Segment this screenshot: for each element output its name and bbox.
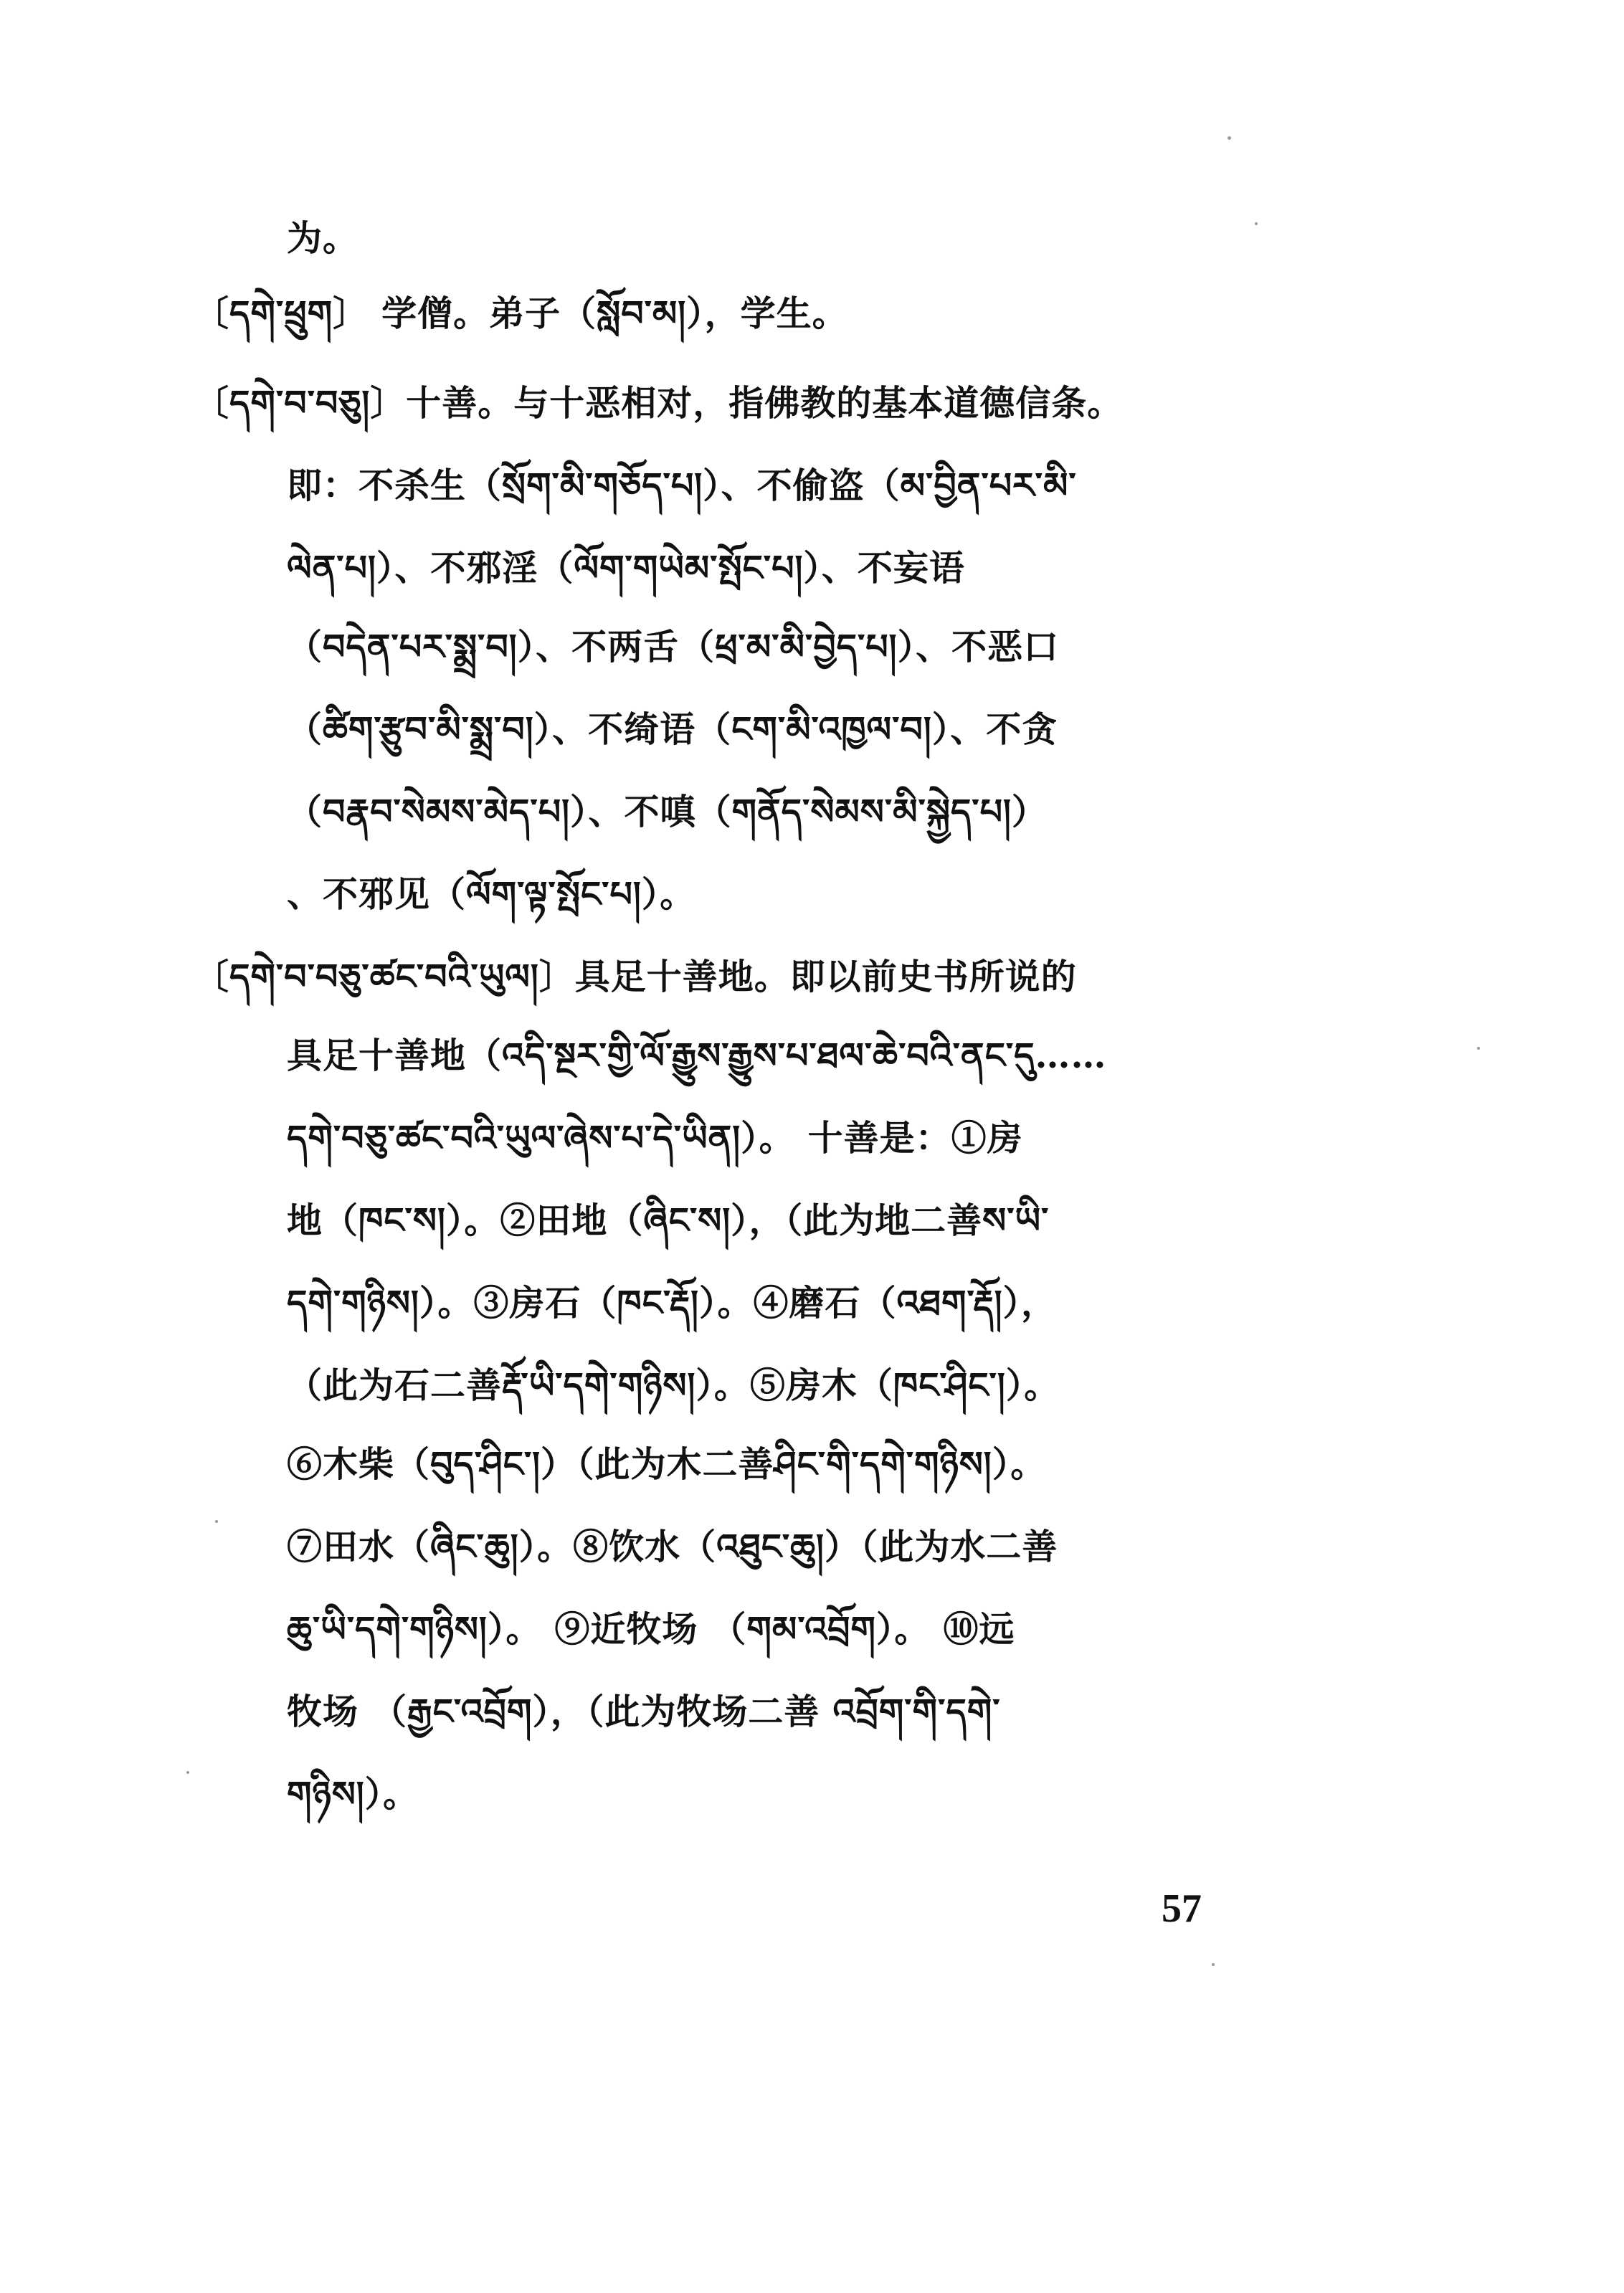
text-line: （བདེན་པར་སྨྲ་བ།）、不两舌（ཕྲ་མ་མི་བྱེད་པ།）、不恶口 bbox=[287, 626, 1060, 668]
scan-speck bbox=[1212, 1963, 1215, 1966]
text-line: （ཚིག་རྩུབ་མི་སྨྲ་བ།）、不绮语（ངག་མི་འཁྱལ་བ།）、不贪 bbox=[287, 708, 1058, 750]
text-line: 即：不杀生（སྲོག་མི་གཅོད་པ།）、不偷盗（མ་བྱིན་པར་མི་ bbox=[287, 465, 1077, 506]
text-line: ⑦田水（ཞིང་ཆུ།）。⑧饮水（འཐུང་ཆུ།）（此为水二善 bbox=[287, 1526, 1058, 1567]
text-line: ⑥木柴（བུད་ཤིང་།）（此为木二善ཤིང་གི་དགེ་གཉིས།）。 bbox=[287, 1443, 1047, 1485]
text-line: 地（ཁང་ས།）。②田地（ཞིང་ས།），（此为地二善ས་ཡི་ bbox=[287, 1200, 1050, 1241]
scan-speck bbox=[1477, 1047, 1480, 1050]
scan-speck bbox=[186, 1771, 189, 1774]
entry-line: 〔དགེ་བ་བཅུ་ཚང་བའི་ཡུལ།〕具足十善地。即以前史书所说的 bbox=[194, 956, 1077, 997]
text-line: 牧场 （རྒྱང་འབྲོག），（此为牧场二善 འབྲོག་གི་དགེ་ bbox=[287, 1691, 1001, 1732]
text-line: （བརྣབ་སེམས་མེད་པ།）、不嗔（གནོད་སེམས་མི་སྐྱེད་པ།） bbox=[287, 791, 1048, 832]
text-line: ཆུ་ཡི་དགེ་གཉིས།）。 ⑨近牧场 （གམ་འབྲོག）。 ⑩远 bbox=[287, 1608, 1015, 1650]
text-line: དགེ་གཉིས།）。③房石（ཁང་རྡོ།）。④磨石（འཐག་རྡོ།）， bbox=[287, 1282, 1058, 1324]
text-line: ལེན་པ།）、不邪淫（ལོག་གཡེམ་སྤོང་པ།）、不妄语 bbox=[287, 547, 965, 589]
text-line: དགེ་བཅུ་ཚང་བའི་ཡུལ་ཞེས་པ་དེ་ཡིན།）。 十善是：①房 bbox=[287, 1117, 1023, 1159]
page-number: 57 bbox=[1162, 1886, 1202, 1931]
text-line: 、不邪见（ལོག་ལྟ་སྤོང་པ།）。 bbox=[287, 873, 696, 915]
text-line: （此为石二善རྡོ་ཡི་དགེ་གཉིས།）。⑤房木（ཁང་ཤིང་།）。 bbox=[287, 1364, 1060, 1406]
text-line: 具足十善地（འདི་སྔར་གྱི་ལོ་རྒྱུས་རྒྱུས་པ་ཐལ་ཆེ་བའི་ནང་དུ…… bbox=[287, 1035, 1107, 1076]
entry-line: 〔དགེ་བ་བཅུ།〕十善。与十恶相对，指佛教的基本道德信条。 bbox=[194, 382, 1124, 424]
entry-line: 〔དགེ་ཕྲུག〕 学僧。弟子（སློབ་མ།），学生。 bbox=[194, 293, 848, 334]
scan-speck bbox=[1255, 222, 1258, 225]
text-line: 为。 bbox=[287, 217, 359, 259]
text-line: གཉིས།）。 bbox=[287, 1773, 419, 1815]
scan-speck bbox=[215, 1520, 218, 1523]
scan-speck bbox=[1228, 136, 1231, 140]
